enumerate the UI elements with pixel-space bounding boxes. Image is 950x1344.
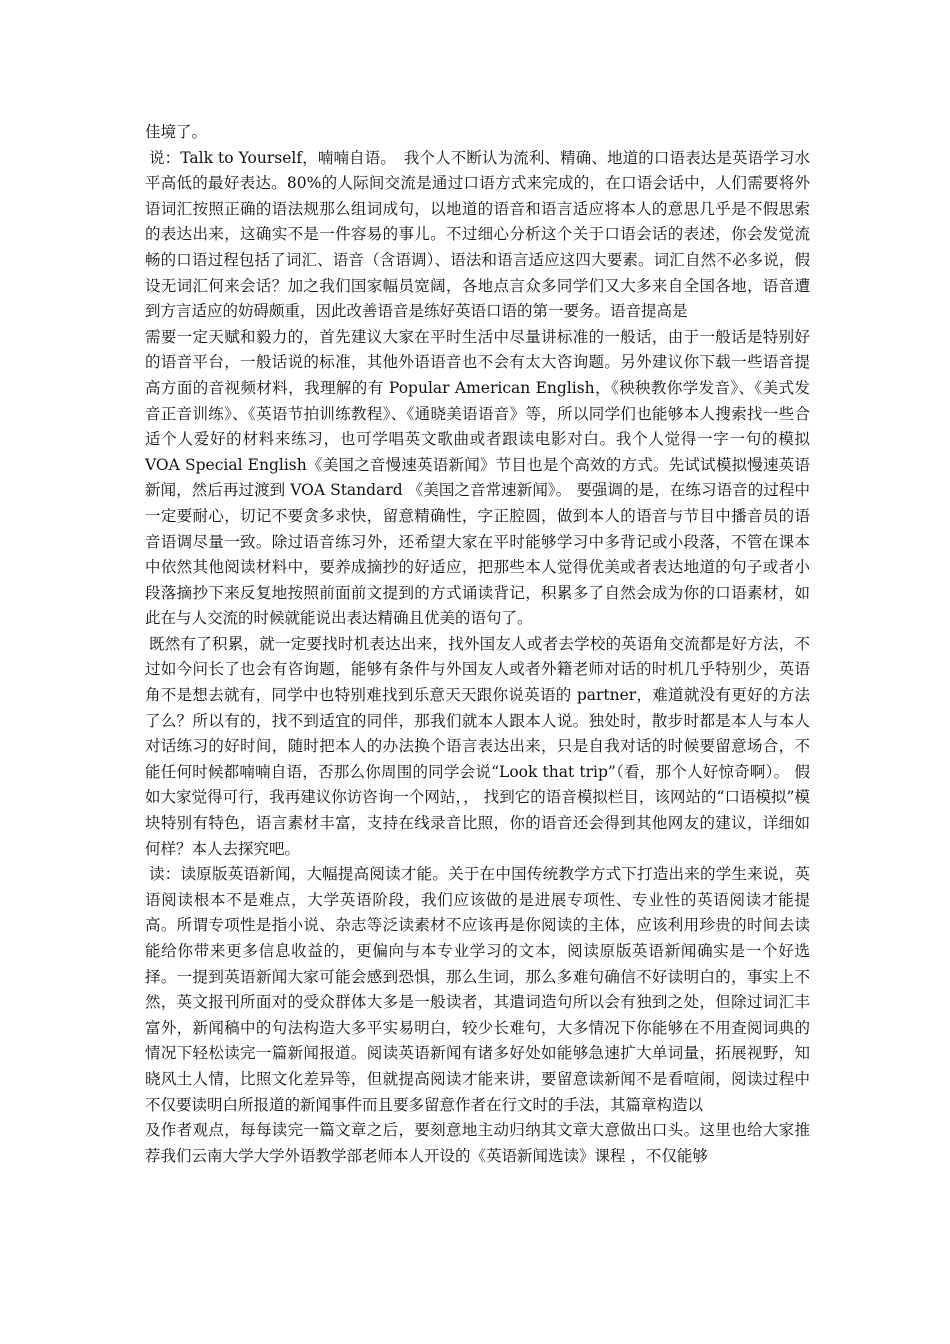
paragraph-practice: 既然有了积累，就一定要找时机表达出来，找外国友人或者去学校的英语角交流都是好方法，不过如今问长了也会有咨询题，能够有条件与外国友人或者外籍老师对话的时机几乎特别少，英语角不是想去就有，同学中也特别难找到乐意天天跟你说英语的 partner，难道就没有更好的方法了么？所以有的，找不到适宜的同伴，那我们就本人跟本人说。独处时，散步时都是本人与本人对话练习的好时间，随时把本人的办法换个语言表达出来，只是自我对话的时候要留意场合，不能任何时候都喃喃自语，否那么你周围的同学会说“Look that trip”（看，那个人好惊奇啊）。 假如大家觉得可行，我再建议你访咨询一个网站，， 找到它的语音模拟栏目，该网站的“口语模拟”模块特别有特色，语言素材丰富，支持在线录音比照，你的语音还会得到其他网友的建议，详细如何样？本人去探究吧。 (145, 634, 810, 858)
paragraph-reading-continued: 及作者观点，每每读完一篇文章之后，要刻意地主动归纳其文章大意做出口头。这里也给大家推荐我们云南大学大学外语教学部老师本人开设的《英语新闻选读》课程 ，不仅能够 (145, 1121, 810, 1165)
paragraph-reading: 读：读原版英语新闻，大幅提高阅读才能。关于在中国传统教学方式下打造出来的学生来说，英语阅读根本不是难点，大学英语阶段，我们应该做的是进展专项性、专业性的英语阅读才能提高。所谓专项性是指小说、杂志等泛读素材不应该再是你阅读的主体，应该利用珍贵的时间去读能给你带来更多信息收益的，更偏向与本专业学习的文本，阅读原版英语新闻确实是一个好选择。一提到英语新闻大家可能会感到恐惧，那么生词，那么多难句确信不好读明白的，事实上不然，英文报刊所面对的受众群体大多是一般读者，其遣词造句所以会有独到之处，但除过词汇丰富外，新闻稿中的句法构造大多平实易明白，较少长难句，大多情况下你能够在不用查阅词典的情况下轻松读完一篇新闻报道。阅读英语新闻有诸多好处如能够急速扩大单词量，拓展视野，知晓风土人情，比照文化差异等，但就提高阅读才能来讲，要留意读新闻不是看喧闹，阅读过程中不仅要读明白所报道的新闻事件而且要多留意作者在行文时的手法，其篇章构造以 (145, 865, 810, 1114)
paragraph-continuation: 佳境了。 (145, 123, 208, 141)
document-body (145, 120, 810, 1169)
paragraph-pronunciation: 需要一定天赋和毅力的，首先建议大家在平时生活中尽量讲标准的一般话，由于一般话是特别好的语音平台，一般话说的标准，其他外语语音也不会有太大咨询题。另外建议你下载一些语音提高方面的音视频材料，我理解的有 Popular American English，《秧秧教你学发音》、《美式发音正音训练》、《英语节拍训练教程》、《通晓美语语音》等，所以同学们也能够本人搜索找一些合适个人爱好的材料来练习，也可学唱英文歌曲或者跟读电影对白。我个人觉得一字一句的模拟 VOA Special English《美国之音慢速英语新闻》节目也是个高效的方式。先试试模拟慢速英语新闻，然后再过渡到 VOA Standard 《美国之音常速新闻》。 要强调的是，在练习语音的过程中一定要耐心，切记不要贪多求快，留意精确性，字正腔圆，做到本人的语音与节目中播音员的语音语调尽量一致。除过语音练习外，还希望大家在平时能够学习中多背记或小段落，不管在课本中依然其他阅读材料中，要养成摘抄的好适应，把那些本人觉得优美或者表达地道的句子或者小段落摘抄下来反复地按照前面前文提到的方式诵读背记，积累多了自然会成为你的口语素材，如此在与人交流的时候就能说出表达精确且优美的语句了。 (145, 327, 810, 628)
paragraph-speaking: 说：Talk to Yourself，喃喃自语。 我个人不断认为流利、精确、地道的口语表达是英语学习水平高低的最好表达。80%的人际间交流是通过口语方式来完成的，在口语会话中，人们需要将外语词汇按照正确的语法规那么组词成句，以地道的语音和语言适应将本人的意思几乎是不假思索的表达出来，这确实不是一件容易的事儿。不过细心分析这个关于口语会话的表述，你会发觉流畅的口语过程包括了词汇、语音（含语调）、语法和语言适应这四大要素。词汇自然不必多说，假设无词汇何来会话？加之我们国家幅员宽阔，各地点言众多同学们又大多来自全国各地，语音遭到方言适应的妨碍颇重，因此改善语音是练好英语口语的第一要务。语音提高是 (145, 148, 810, 321)
